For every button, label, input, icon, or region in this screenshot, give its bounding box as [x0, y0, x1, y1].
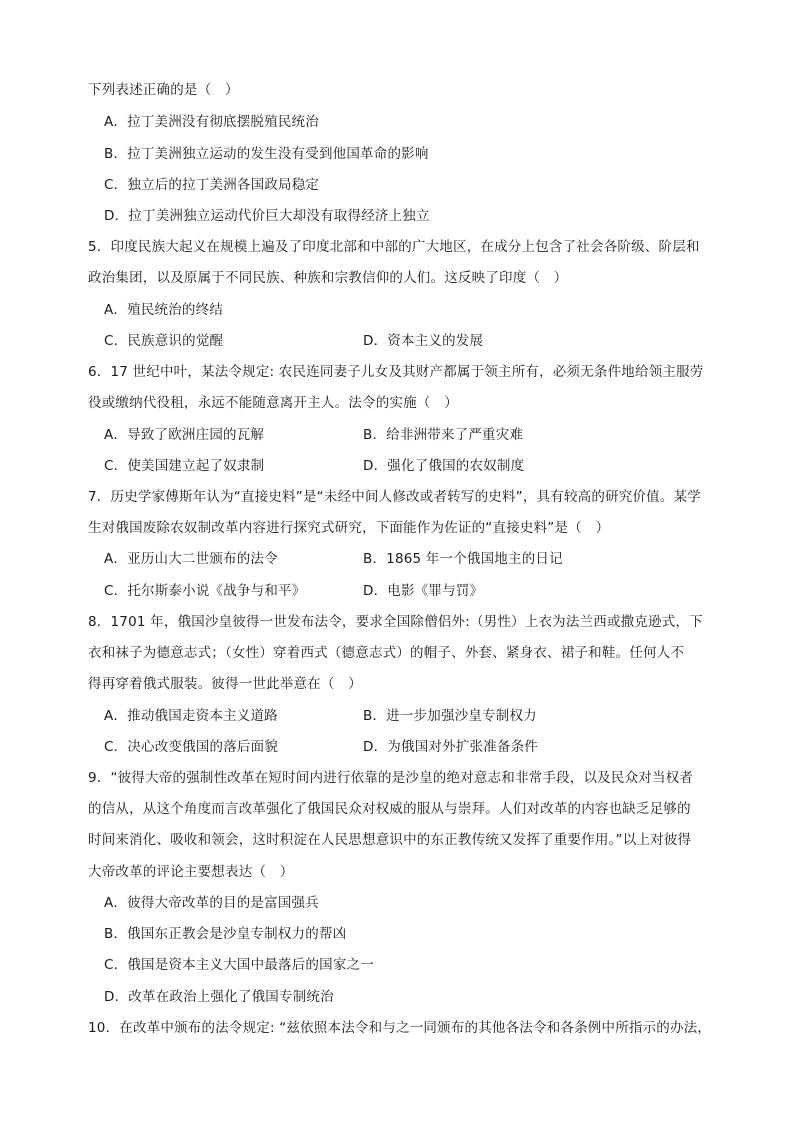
q8-stem-line-3: 得再穿着俄式服装。彼得一世此举意在（ ）	[88, 676, 362, 692]
q7-option-a: A．亚历山大二世颁布的法令	[104, 551, 278, 567]
q8-stem-line-1: 8．1701 年，俄国沙皇彼得一世发布法令，要求全国除僧侣外:（男性）上衣为法兰西或撒克逊式，下	[88, 614, 703, 630]
q7-option-b: B．1865 年一个俄国地主的日记	[363, 551, 563, 567]
q6-option-d: D．强化了俄国的农奴制度	[363, 458, 525, 474]
q7-stem-line-1: 7．历史学家傅斯年认为“直接史料”是“未经中间人修改或者转写的史料”，具有较高的研究价值。某学	[88, 489, 701, 505]
q9-option-d: D．改革在政治上强化了俄国专制统治	[104, 989, 334, 1005]
q8-stem-line-2: 衣和袜子为德意志式；（女性）穿着西式（德意志式）的帽子、外套、紧身衣、裙子和鞋。任何人不	[88, 645, 685, 661]
q6-stem-line-2: 役或缴纳代役租，永远不能随意离开主人。法令的实施（ ）	[88, 395, 458, 411]
q7-stem-line-2: 生对俄国废除农奴制改革内容进行探究式研究，下面能作为佐证的“直接史料”是（ ）	[88, 520, 610, 536]
q4-option-b: B．拉丁美洲独立运动的发生没有受到他国革命的影响	[104, 146, 429, 162]
q9-stem-line-3: 时间来消化、吸收和领会，这时积淀在人民思想意识中的东正教传统又发挥了重要作用。”以上对彼得	[88, 832, 692, 848]
q8-option-b: B．进一步加强沙皇专制权力	[363, 708, 537, 724]
q5-option-a: A．殖民统治的终结	[104, 302, 224, 318]
q5-option-c: C．民族意识的觉醒	[104, 333, 224, 349]
q9-option-a: A．彼得大帝改革的目的是富国强兵	[104, 895, 319, 911]
q9-stem-line-4: 大帝改革的评论主要想表达（ ）	[88, 864, 294, 880]
q6-option-a: A．导致了欧洲庄园的瓦解	[104, 427, 265, 443]
q4-option-d: D．拉丁美洲独立运动代价巨大却没有取得经济上独立	[104, 208, 430, 224]
q9-option-c: C．俄国是资本主义大国中最落后的国家之一	[104, 957, 374, 973]
q8-option-d: D．为俄国对外扩张准备条件	[363, 739, 538, 755]
q7-option-c: C．托尔斯泰小说《战争与和平》	[104, 583, 306, 599]
q8-option-a: A．推动俄国走资本主义道路	[104, 708, 278, 724]
q5-option-d: D．资本主义的发展	[363, 333, 484, 349]
q6-option-c: C．使美国建立起了奴隶制	[104, 458, 265, 474]
q4-option-a: A．拉丁美洲没有彻底摆脱殖民统治	[104, 114, 319, 130]
q5-stem-line-1: 5．印度民族大起义在规模上遍及了印度北部和中部的广大地区，在成分上包含了社会各阶级、阶层和	[88, 239, 700, 255]
q5-stem-line-2: 政治集团，以及原属于不同民族、种族和宗教信仰的人们。这反映了印度（ ）	[88, 270, 568, 286]
q9-stem-line-1: 9．“彼得大帝的强制性改革在短时间内进行依靠的是沙皇的绝对意志和非常手段，以及民众对当权者	[88, 770, 694, 786]
q10-stem-line-1: 10．在改革中颁布的法令规定: “兹依照本法令和与之一同颁布的其他各法令和各条例中所指示的办法，	[88, 1020, 712, 1036]
q6-option-b: B．给非洲带来了严重灾难	[363, 427, 524, 443]
q6-stem-line-1: 6．17 世纪中叶，某法令规定: 农民连同妻子儿女及其财产都属于领主所有，必须无条件地给领主服劳	[88, 364, 704, 380]
q4-option-c: C．独立后的拉丁美洲各国政局稳定	[104, 177, 320, 193]
q8-option-c: C．决心改变俄国的落后面貌	[104, 739, 279, 755]
q4-stem: 下列表述正确的是（ ）	[88, 82, 239, 98]
q7-option-d: D．电影《罪与罚》	[363, 583, 484, 599]
q9-option-b: B．俄国东正教会是沙皇专制权力的帮凶	[104, 926, 347, 942]
q9-stem-line-2: 的信从，从这个角度而言改革强化了俄国民众对权威的服从与崇拜。人们对改革的内容也缺乏足够的	[88, 801, 691, 817]
